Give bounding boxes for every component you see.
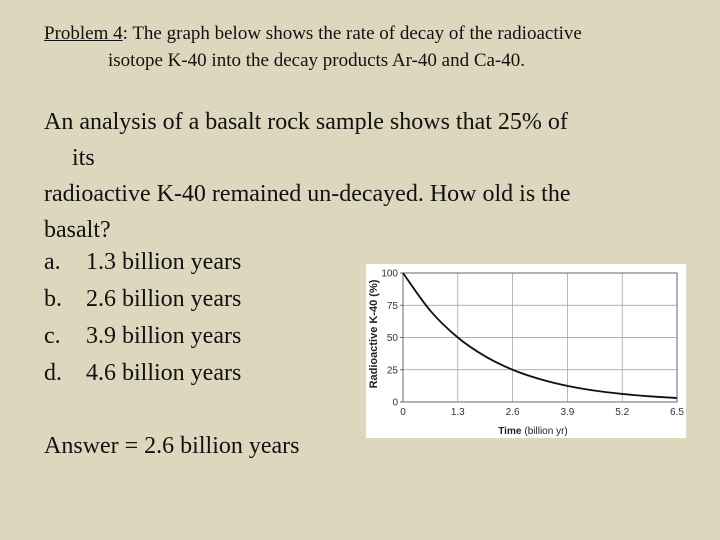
choice-c [44,318,241,355]
choice-d [44,355,241,392]
problem-line-1-text: : The graph below shows the rate of decay of the radioactive [122,23,582,44]
choice-text: 4.6 billion years [86,360,242,386]
problem-statement [44,20,684,74]
y-tick-label: 100 [381,268,398,280]
x-tick-label: 5.2 [615,407,630,418]
decay-chart-svg [366,264,686,438]
answer-choices [44,244,241,392]
y-axis-label: Radioactive K-40 (%) [368,279,380,389]
problem-line-1 [44,20,684,47]
question-text [44,104,684,248]
y-tick-label: 25 [386,365,398,377]
choice-letter: b. [44,286,62,312]
y-tick-label: 50 [386,333,398,344]
decay-chart [366,264,686,438]
choice-letter: d. [44,360,62,386]
choice-text: 3.9 billion years [86,323,242,349]
question-line-3: basalt? [44,217,111,243]
x-tick-label: 2.6 [505,407,520,418]
chart-grid [403,273,677,402]
x-tick-label: 1.3 [450,407,465,418]
x-tick-label: 0 [400,407,406,418]
choice-text: 1.3 billion years [86,249,242,275]
y-tick-label: 75 [386,300,398,312]
x-axis-label-name: Time [498,426,522,437]
choice-text: 2.6 billion years [86,286,242,312]
question-line-1-wrap: its [72,145,95,171]
x-axis-label [498,426,568,437]
chart-series [403,273,677,398]
problem-label: Problem 4 [44,23,123,44]
choice-letter: c. [44,323,61,349]
x-tick-label: 6.5 [670,407,684,418]
decay-curve-line [403,273,677,398]
question-line-2: radioactive K-40 remained un-decayed. How old is the [44,181,571,207]
problem-line-2: isotope K-40 into the decay products Ar-40 and Ca-40. [108,50,525,71]
choice-letter: a. [44,249,61,275]
y-tick-label: 0 [392,397,398,409]
answer-text: Answer = 2.6 billion years [44,433,300,459]
x-axis-label-unit: (billion yr) [524,426,568,437]
x-tick-label: 3.9 [560,407,575,418]
question-line-1: An analysis of a basalt rock sample shows that 25% of [44,109,568,135]
choice-b [44,281,241,318]
choice-a [44,244,241,281]
